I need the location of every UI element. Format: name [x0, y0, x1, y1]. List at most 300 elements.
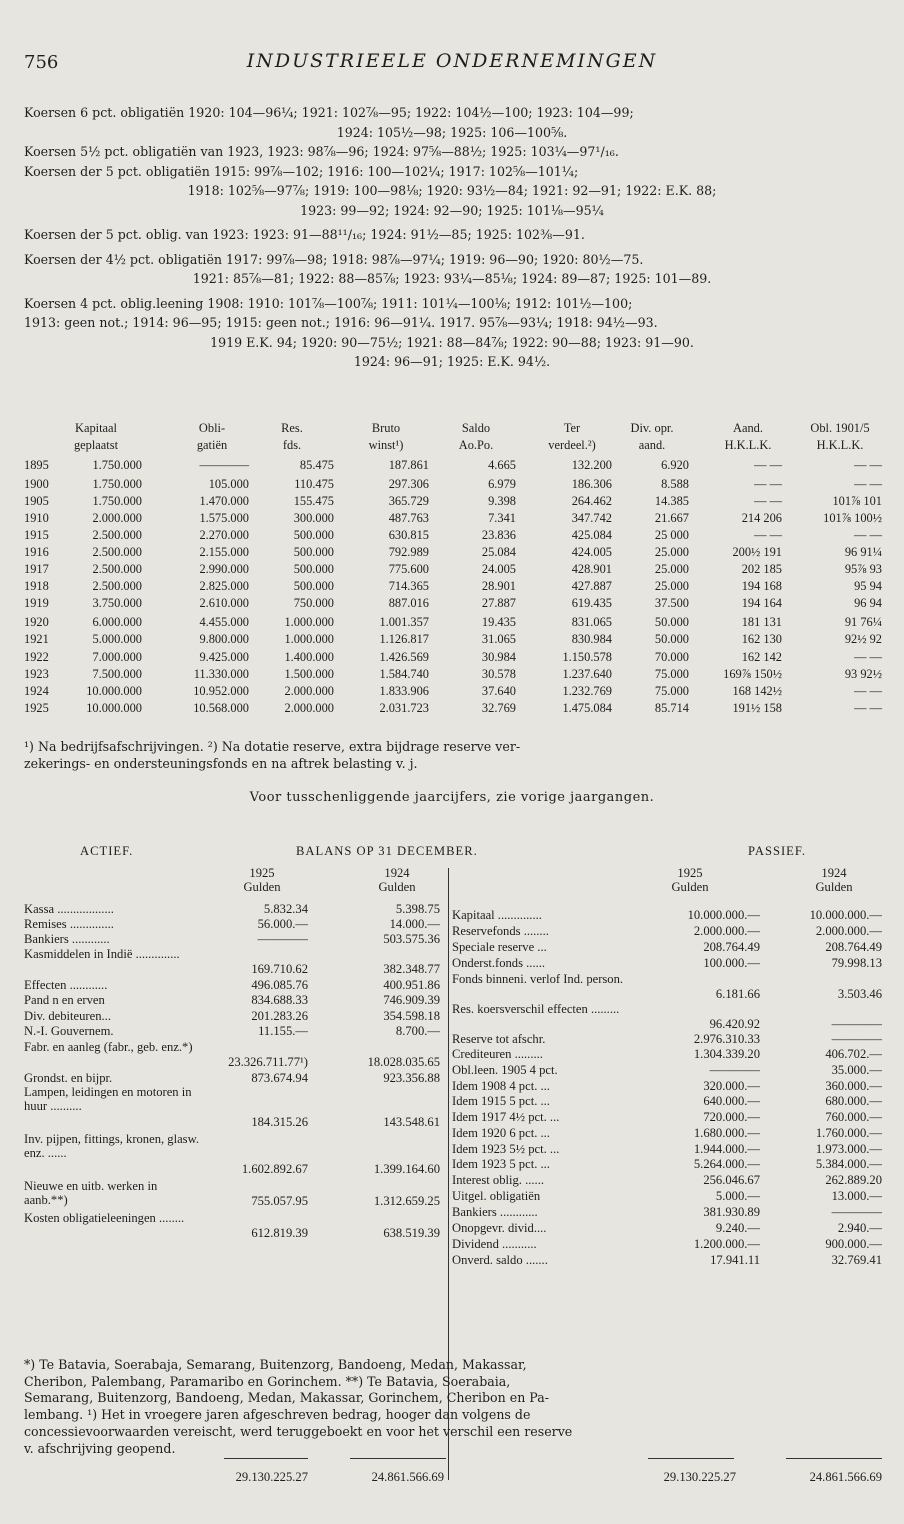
table-cell: 25.000 [654, 562, 689, 577]
activa-value-1924: 8.700.— [395, 1024, 440, 1038]
activa-value-1924: 400.951.86 [383, 978, 440, 992]
footnote-line: concessievoorwaarden vereischt, werd teruggeboekt en voor het verschil een reserve [24, 1423, 573, 1439]
table-cell: 25.000 [654, 545, 689, 560]
passiva-value-1924: ———— [831, 1205, 882, 1219]
row-year: 1919 [24, 596, 49, 611]
row-year: 1916 [24, 545, 49, 560]
activa-value-1924: 143.548.61 [383, 1115, 440, 1129]
column-header-sub: aand. [638, 438, 666, 452]
table-cell: 1.126.817 [379, 632, 429, 647]
activa-value-1925: 873.674.94 [251, 1071, 308, 1085]
course-line: 1918: 102⅝—97⅞; 1919: 100—98⅛; 1920: 93½—84; 1921: 92—91; 1922: E.K. 88; [187, 183, 717, 198]
table-cell: 101⅞ 100½ [823, 511, 882, 526]
passiva-value-1924: 3.503.46 [837, 987, 882, 1001]
course-line: 1923: 99—92; 1924: 92—90; 1925: 101⅛—95¼ [300, 202, 604, 218]
column-header: Obl. 1901/5 [810, 421, 870, 435]
passiva-value-1925: 320.000.— [703, 1079, 760, 1093]
passiva-value-1925: 17.941.11 [710, 1253, 760, 1267]
passiva-label: Onopgevr. divid.... [452, 1221, 547, 1235]
passiva-label: Onderst.fonds ...... [452, 956, 546, 970]
activa-value-1925: 169.710.62 [251, 962, 308, 976]
activa-value-1925: 834.688.33 [251, 993, 308, 1007]
course-line: Koersen der 5 pct. oblig. van 1923: 1923: 91—88¹¹/₁₆; 1924: 91½—85; 1925: 102⅜—91. [24, 227, 585, 242]
table-cell: 25.084 [481, 545, 516, 560]
passiva-value-1924: ———— [831, 1032, 882, 1046]
passiva-value-1925: 1.680.000.— [693, 1126, 760, 1140]
passiva-label: Bankiers ............ [452, 1205, 538, 1219]
activa-value-1925: 496.085.76 [251, 978, 308, 992]
table-cell: 714.365 [388, 579, 429, 594]
table-cell: 2.500.000 [92, 545, 142, 560]
table-body [24, 458, 882, 718]
balance-title: BALANS OP 31 DECEMBER. [296, 844, 478, 858]
course-line: Koersen der 5 pct. obligatiën 1915: 99⅞—102; 1916: 100—102¼; 1917: 102⅝—101¼; [24, 163, 579, 179]
table-cell: 487.763 [388, 511, 429, 526]
column-header: Aand. [733, 421, 763, 435]
column-header-sub: fds. [282, 438, 302, 452]
table-cell: 2.610.000 [199, 596, 249, 611]
activa-label: Bankiers ............ [24, 932, 110, 946]
table-cell: 25 000 [654, 528, 689, 543]
column-header: Res. [281, 421, 303, 435]
table-row [24, 545, 882, 562]
table-cell: 2.990.000 [199, 562, 249, 577]
year-heading: Gulden [671, 880, 709, 894]
table-cell: 4.455.000 [199, 615, 249, 630]
row-year: 1923 [24, 666, 49, 681]
total-rule [786, 1458, 882, 1459]
passiva-label: Idem 1923 5½ pct. ... [452, 1142, 560, 1156]
table-cell: 9.425.000 [199, 649, 249, 664]
table-cell: 32.769 [481, 700, 516, 715]
activa-label: Grondst. en bijpr. [24, 1071, 113, 1085]
table-cell: 85.714 [654, 700, 689, 715]
activa-value-1925: 56.000.— [257, 917, 308, 931]
row-year: 1920 [24, 615, 49, 630]
table-cell: 11.330.000 [193, 666, 249, 681]
table-cell: 50.000 [654, 615, 689, 630]
activa-label: Lampen, leidingen en motoren in huur .......... [24, 1085, 192, 1113]
table-cell: 500.000 [293, 562, 334, 577]
course-line: Koersen 6 pct. obligatiën 1920: 104—96¼; 1921: 102⅞—95; 1922: 104½—100; 1923: 104—99; [24, 105, 634, 120]
passiva-value-1925: 1.200.000.— [693, 1237, 760, 1251]
footnote-line: Cheribon, Palembang, Paramaribo en Gorinchem. **) Te Batavia, Soerabaia, [24, 1373, 511, 1389]
passiva-value-1924: 360.000.— [825, 1079, 882, 1093]
table-row [24, 632, 882, 649]
passiva-value-1924: 32.769.41 [831, 1253, 882, 1267]
activa-label: Fabr. en aanleg (fabr., geb. enz.*) [24, 1040, 193, 1054]
activa-label: N.-I. Gouvernem. [24, 1024, 114, 1038]
table-cell: 6.000.000 [92, 615, 142, 630]
table-cell: — — [854, 700, 882, 715]
table-cell: 619.435 [571, 596, 612, 611]
table-cell: 21.667 [654, 511, 689, 526]
total-rule [350, 1458, 446, 1459]
activa-label: Nieuwe en uitb. werken in aanb.**) [24, 1179, 158, 1207]
table-cell: 1.237.640 [562, 666, 612, 681]
table-row [24, 579, 882, 596]
passiva-value-1924: 1.760.000.— [815, 1126, 882, 1140]
table-cell: 6.979 [488, 477, 516, 492]
table-row [24, 650, 882, 667]
table-cell: 750.000 [293, 596, 334, 611]
passiva-value-1925: 6.181.66 [715, 987, 760, 1001]
course-line: 1924: 96—91; 1925: E.K. 94½. [353, 354, 551, 369]
passiva-label: Obl.leen. 1905 4 pct. [452, 1063, 558, 1077]
table-cell: 300.000 [293, 511, 334, 526]
passiva-value-1925: 9.240.— [715, 1221, 760, 1235]
table-cell: 1.400.000 [284, 649, 334, 664]
table-cell: 10.000.000 [86, 700, 142, 715]
table-cell: 428.901 [571, 562, 612, 577]
activa-value-1925: 612.819.39 [251, 1226, 308, 1240]
passiva-total-1924: 24.861.566.69 [809, 1470, 882, 1484]
table-cell: 630.815 [388, 528, 429, 543]
table-cell: 2.000.000 [284, 683, 334, 698]
table-cell: 186.306 [571, 477, 612, 492]
table-cell: 155.475 [293, 494, 334, 509]
footnote-line: ¹) Na bedrijfsafschrijvingen. ²) Na dotatie reserve, extra bijdrage reserve ver- [24, 739, 521, 754]
table-cell: 6.920 [661, 458, 689, 472]
intermediate-note: Voor tusschenliggende jaarcijfers, zie vorige jaargangen. [249, 790, 655, 805]
table-cell: — — [754, 494, 782, 509]
passiva-value-1925: 5.264.000.— [693, 1157, 760, 1171]
passiva-label: Idem 1920 6 pct. ... [452, 1126, 550, 1140]
table-cell: 1.475.084 [562, 700, 612, 715]
passiva-label: Kapitaal .............. [452, 908, 542, 922]
activa-value-1925: 201.283.26 [251, 1009, 308, 1023]
table-cell: 500.000 [293, 528, 334, 543]
table-cell: 50.000 [654, 632, 689, 647]
activa-value-1924: 14.000.— [389, 917, 440, 931]
table-cell: 830.984 [571, 632, 612, 647]
table-cell: 8.588 [661, 477, 689, 492]
table-cell: — — [854, 683, 882, 698]
passiva-value-1925: 1.944.000.— [693, 1142, 760, 1156]
table-cell: 1.000.000 [284, 615, 334, 630]
table-cell: 1.500.000 [284, 666, 334, 681]
passiva-value-1925: 2.976.310.33 [693, 1032, 760, 1046]
table-cell: 1.750.000 [92, 477, 142, 492]
table-cell: 264.462 [571, 494, 612, 509]
table-cell: — — [854, 458, 882, 472]
table-cell: 1.750.000 [92, 494, 142, 509]
table-cell: 831.065 [571, 615, 612, 630]
table-cell: 2.270.000 [199, 528, 249, 543]
table-cell: 37.640 [481, 683, 516, 698]
table-cell: 75.000 [654, 666, 689, 681]
row-year: 1900 [24, 477, 49, 492]
table-cell: 132.200 [571, 458, 612, 472]
table-cell: 31.065 [481, 632, 516, 647]
row-year: 1910 [24, 511, 49, 526]
table-cell: 425.084 [571, 528, 612, 543]
activa-value-1925: ———— [257, 932, 308, 946]
column-header-sub: H.K.L.K. [816, 438, 864, 452]
table-cell: 194 164 [741, 596, 782, 611]
table-cell: 194 168 [741, 579, 782, 594]
passiva-label: Fonds binneni. verlof Ind. person. [452, 972, 624, 986]
passiva-value-1925: 720.000.— [703, 1110, 760, 1124]
column-header: Bruto [371, 421, 401, 435]
passiva-value-1924: 79.998.13 [831, 956, 882, 970]
table-cell: 162 130 [741, 632, 782, 647]
table-cell: 1.750.000 [92, 458, 142, 472]
table-cell: 775.600 [388, 562, 429, 577]
table-cell: 27.887 [481, 596, 516, 611]
table-cell: 19.435 [481, 615, 516, 630]
course-line: 1921: 85⅞—81; 1922: 88—85⅞; 1923: 93¼—85⅛; 1924: 89—87; 1925: 101—89. [192, 271, 712, 286]
course-line: Koersen der 4½ pct. obligatiën 1917: 99⅞—98; 1918: 98⅞—97¼; 1919: 96—90; 1920: 80½—75. [24, 251, 644, 267]
activa-label: Effecten ............ [24, 978, 108, 992]
column-header-sub: gatiën [196, 438, 228, 452]
activa-value-1925: 11.155.— [258, 1024, 308, 1038]
table-cell: 169⅞ 150½ [723, 666, 782, 681]
course-line: Koersen 4 pct. oblig.leening 1908: 1910: 101⅞—100⅞; 1911: 101¼—100⅛; 1912: 101½—100; [24, 295, 633, 311]
column-header-sub: geplaatst [73, 438, 119, 452]
activa-value-1925: 23.326.711.77¹) [228, 1055, 308, 1069]
table-cell: 1.575.000 [199, 511, 249, 526]
passiva-label: Crediteuren ......... [452, 1047, 543, 1061]
table-cell: 24.005 [481, 562, 516, 577]
activa-value-1924: 1.312.659.25 [373, 1194, 440, 1208]
table-cell: 2.825.000 [199, 579, 249, 594]
total-rule [224, 1458, 308, 1459]
page-number: 756 [24, 52, 59, 73]
table-cell: 30.578 [481, 666, 516, 681]
passiva-label: Speciale reserve ... [452, 940, 547, 954]
table-row [24, 477, 882, 494]
table-cell: 1.232.769 [562, 683, 612, 698]
table-cell: 1.470.000 [199, 494, 249, 509]
table-cell: — — [854, 477, 882, 492]
year-heading: 1924 [821, 866, 847, 880]
passiva-label: Uitgel. obligatiën [452, 1189, 541, 1203]
table-cell: 75.000 [654, 683, 689, 698]
table-cell: 14.385 [654, 494, 689, 509]
table-cell: 191½ 158 [732, 700, 782, 715]
table-row [24, 562, 882, 579]
table-cell: 887.016 [388, 596, 429, 611]
table-cell: 2.000.000 [92, 511, 142, 526]
course-line: 1924: 105½—98; 1925: 106—100⅝. [336, 124, 568, 140]
table-cell: 162 142 [741, 649, 782, 664]
table-cell: — — [854, 649, 882, 664]
passiva-label: Res. koersverschil effecten ......... [452, 1002, 620, 1016]
table-cell: 500.000 [293, 545, 334, 560]
passiva-label: Interest oblig. ...... [452, 1173, 544, 1187]
table-header [24, 420, 882, 458]
table-cell: 2.500.000 [92, 528, 142, 543]
activa-value-1925: 1.602.892.67 [241, 1162, 308, 1176]
column-header-sub: verdeel.²) [548, 438, 596, 452]
passiva-value-1925: ———— [709, 1063, 760, 1077]
table-cell: 9.398 [488, 494, 516, 509]
table-cell: 4.665 [488, 458, 516, 472]
table-cell: 3.750.000 [92, 596, 142, 611]
table-cell: — — [754, 458, 782, 472]
table-cell: 2.500.000 [92, 579, 142, 594]
activa-value-1925: 755.057.95 [251, 1194, 308, 1208]
row-year: 1905 [24, 494, 49, 509]
passiva-value-1924: 208.764.49 [825, 940, 882, 954]
total-rule [648, 1458, 734, 1459]
passiva-value-1925: 381.930.89 [703, 1205, 760, 1219]
table-cell: 1.584.740 [379, 666, 429, 681]
column-header: Obli- [198, 421, 226, 435]
table-cell: — — [854, 528, 882, 543]
bond-courses [24, 104, 880, 373]
table-cell: 96 94 [854, 596, 882, 611]
column-header-sub: Ao.Po. [458, 438, 494, 452]
passiva-label: Reserve tot afschr. [452, 1032, 546, 1046]
table-cell: 10.952.000 [193, 683, 249, 698]
table-cell: 500.000 [293, 579, 334, 594]
passiva-value-1924: 680.000.— [825, 1094, 882, 1108]
table-cell: 91 76¼ [844, 615, 882, 630]
table-cell: — — [754, 477, 782, 492]
table-row [24, 684, 882, 701]
table-cell: 168 142½ [732, 683, 782, 698]
passiva-value-1924: 10.000.000.— [809, 908, 882, 922]
passiva-title: PASSIEF. [748, 844, 806, 858]
row-year: 1918 [24, 579, 49, 594]
table-cell: 347.742 [571, 511, 612, 526]
table-cell: 5.000.000 [92, 632, 142, 647]
footnote-line: lembang. ¹) Het in vroegere jaren afgeschreven bedrag, hooger dan volgens de [24, 1407, 531, 1423]
passiva-value-1924: 2.000.000.— [815, 924, 882, 938]
table-cell: 1.150.578 [562, 649, 612, 664]
table-cell: 365.729 [388, 494, 429, 509]
table-cell: — — [754, 528, 782, 543]
footnote-line: Semarang, Buitenzorg, Bandoeng, Medan, Makassar, Gorinchem, Cheribon en Pa- [24, 1390, 549, 1406]
passiva-value-1924: 760.000.— [825, 1110, 882, 1124]
table-cell: 297.306 [388, 477, 429, 492]
table-cell: 95 94 [854, 579, 882, 594]
activa-value-1925: 5.832.34 [263, 902, 308, 916]
column-header-sub: H.K.L.K. [724, 438, 772, 452]
row-year: 1895 [24, 458, 49, 472]
activa-value-1925: 184.315.26 [251, 1115, 308, 1129]
column-header: Kapitaal [75, 421, 117, 435]
passiva-value-1925: 100.000.— [703, 956, 760, 970]
year-heading: 1924 [384, 866, 410, 880]
activa-label: Remises .............. [24, 917, 114, 931]
table-cell: 1.426.569 [379, 649, 429, 664]
row-year: 1922 [24, 649, 49, 664]
figures-table [24, 420, 882, 718]
passiva-label: Dividend ........... [452, 1237, 537, 1251]
table-cell: 70.000 [654, 649, 689, 664]
activa-label: Kosten obligatieleeningen ........ [24, 1211, 185, 1225]
activa-value-1924: 354.598.18 [383, 1009, 440, 1023]
table-row [24, 494, 882, 511]
passiva-value-1924: 1.973.000.— [815, 1142, 882, 1156]
year-heading: 1925 [249, 866, 275, 880]
passiva-value-1925: 640.000.— [703, 1094, 760, 1108]
table-cell: 1.001.357 [379, 615, 429, 630]
table-row [24, 615, 882, 632]
year-heading: Gulden [378, 880, 416, 894]
table-footnote [24, 738, 880, 772]
table-cell: 105.000 [208, 477, 249, 492]
table-cell: 101⅞ 101 [832, 494, 882, 509]
table-row [24, 596, 882, 613]
activa-value-1924: 382.348.77 [383, 962, 440, 976]
activa-label: Kasmiddelen in Indië .............. [24, 947, 180, 961]
row-year: 1921 [24, 632, 49, 647]
table-cell: 424.005 [571, 545, 612, 560]
passiva-label: Onverd. saldo ....... [452, 1253, 548, 1267]
passiva-label: Idem 1908 4 pct. ... [452, 1079, 550, 1093]
column-header-sub: winst¹) [368, 438, 404, 452]
table-row [24, 528, 882, 545]
passiva-label: Reservefonds ........ [452, 924, 549, 938]
table-cell: 37.500 [654, 596, 689, 611]
table-cell: 1.000.000 [284, 632, 334, 647]
table-cell: 2.500.000 [92, 562, 142, 577]
table-cell: 792.989 [388, 545, 429, 560]
passiva-value-1924: 13.000.— [831, 1189, 882, 1203]
table-cell: 2.031.723 [379, 700, 429, 715]
passiva-value-1924: 35.000.— [831, 1063, 882, 1077]
course-line: 1913: geen not.; 1914: 96—95; 1915: geen not.; 1916: 96—91¼. 1917. 95⅞—93¼; 1918: 94½—93. [24, 315, 658, 330]
activa-label: Inv. pijpen, fittings, kronen, glasw. enz. ...... [24, 1132, 200, 1160]
table-cell: 30.984 [481, 649, 516, 664]
passiva-value-1924: 406.702.— [825, 1047, 882, 1061]
table-cell: 10.000.000 [86, 683, 142, 698]
course-line: Koersen 5½ pct. obligatiën van 1923, 1923: 98⅞—96; 1924: 97⅝—88½; 1925: 103¼—97¹/₁₆. [24, 144, 619, 159]
footnote-line: zekerings- en ondersteuningsfonds en na aftrek belasting v. j. [24, 756, 418, 771]
passiva-label: Idem 1917 4½ pct. ... [452, 1110, 560, 1124]
table-cell: 92½ 92 [844, 632, 882, 647]
table-row [24, 701, 882, 718]
table-row [24, 511, 882, 528]
page-title: INDUSTRIEELE ONDERNEMINGEN [246, 50, 658, 72]
passiva-total-1925: 29.130.225.27 [663, 1470, 736, 1484]
passiva-value-1925: 5.000.— [715, 1189, 760, 1203]
table-cell: 28.901 [481, 579, 516, 594]
activa-value-1924: 638.519.39 [383, 1226, 440, 1240]
activa-label: Pand n en erven [24, 993, 105, 1007]
course-line: 1919 E.K. 94; 1920: 90—75½; 1921: 88—84⅞; 1922: 90—88; 1923: 91—90. [210, 334, 694, 350]
passiva-value-1925: 256.046.67 [703, 1173, 760, 1187]
activa-label: Div. debiteuren... [24, 1009, 111, 1023]
passiva-value-1924: 2.940.— [837, 1221, 882, 1235]
page-header [24, 50, 880, 80]
year-heading: Gulden [243, 880, 281, 894]
table-cell: 10.568.000 [193, 700, 249, 715]
passiva-value-1924: 5.384.000.— [815, 1157, 882, 1171]
table-cell: 9.800.000 [199, 632, 249, 647]
column-header: Div. opr. [630, 421, 674, 435]
activa-total-1925: 29.130.225.27 [235, 1470, 308, 1484]
table-cell: 85.475 [299, 458, 334, 472]
footnote-line: *) Te Batavia, Soerabaja, Semarang, Buitenzorg, Bandoeng, Medan, Makassar, [24, 1357, 527, 1372]
activa-title: ACTIEF. [80, 844, 134, 858]
row-year: 1915 [24, 528, 49, 543]
table-cell: 2.000.000 [284, 700, 334, 715]
row-year: 1917 [24, 562, 49, 577]
passiva-value-1924: 900.000.— [825, 1237, 882, 1251]
table-cell: 181 131 [741, 615, 782, 630]
table-cell: 7.341 [488, 511, 516, 526]
table-cell: 7.500.000 [92, 666, 142, 681]
table-cell: 110.475 [294, 477, 334, 492]
year-heading: 1925 [677, 866, 703, 880]
column-header: Ter [563, 421, 581, 435]
activa-value-1924: 1.399.164.60 [373, 1162, 440, 1176]
